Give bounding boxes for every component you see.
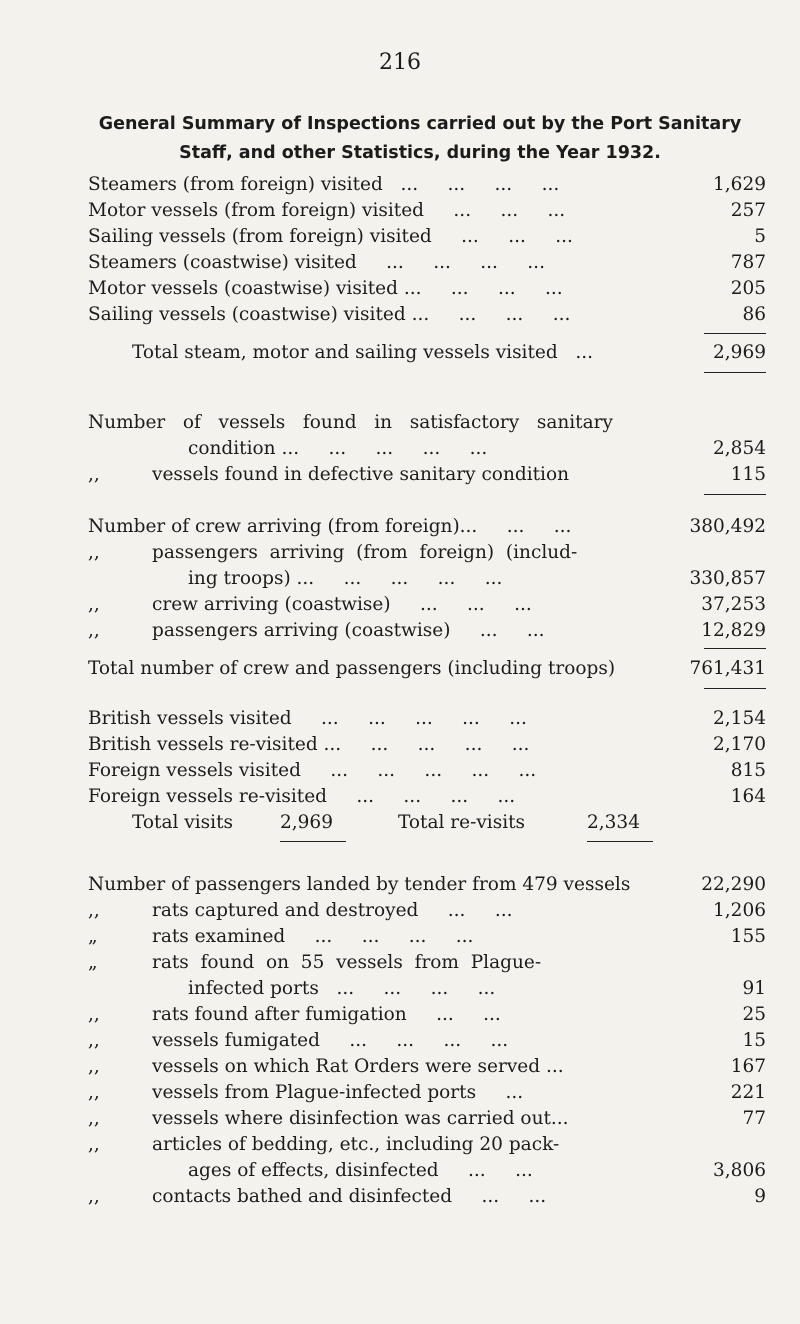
vessel-row — [0, 172, 800, 198]
vessel-row — [0, 302, 800, 328]
crew-row — [0, 592, 800, 618]
row-label: Sailing vessels (from foreign) visited ... ... ... — [88, 226, 573, 247]
ditto-mark: ,, — [88, 464, 100, 485]
condition-row — [0, 462, 800, 488]
visit-row — [0, 706, 800, 732]
ditto-mark: ,, — [88, 1030, 100, 1051]
vessel-row — [0, 276, 800, 302]
row-label: Number of passengers landed by tender from 479 vessels — [88, 874, 631, 895]
row-label: vessels on which Rat Orders were served ... — [152, 1056, 564, 1077]
ditto-mark: „ — [88, 926, 98, 947]
vessel-row — [0, 250, 800, 276]
visit-row — [0, 784, 800, 810]
row-label: ing troops) ... ... ... ... ... — [188, 568, 503, 589]
stat-row — [0, 872, 800, 898]
ditto-mark: ,, — [88, 900, 100, 921]
stat-row — [0, 1028, 800, 1054]
sum-rule — [704, 648, 766, 649]
ditto-mark: ,, — [88, 1004, 100, 1025]
total-rule — [704, 688, 766, 689]
page-number: 216 — [379, 50, 421, 75]
heading-line-2: Staff, and other Statistics, during the Year 1932. — [179, 143, 661, 163]
row-value: 257 — [730, 200, 766, 221]
row-value: 167 — [730, 1056, 766, 1077]
ditto-mark: ,, — [88, 1186, 100, 1207]
stat-row — [0, 1106, 800, 1132]
stat-row — [0, 976, 800, 1002]
ditto-mark: „ — [88, 952, 98, 973]
row-label: Steamers (from foreign) visited ... ... ... ... — [88, 174, 560, 195]
row-value: 815 — [730, 760, 766, 781]
row-label: infected ports ... ... ... ... — [188, 978, 496, 999]
stat-row — [0, 950, 800, 976]
row-value: 3,806 — [713, 1160, 766, 1181]
stat-row — [0, 1158, 800, 1184]
row-label: rats examined ... ... ... ... — [152, 926, 474, 947]
row-label: passengers arriving (coastwise) ... ... — [152, 620, 545, 641]
vessel-row — [0, 198, 800, 224]
ditto-mark: ,, — [88, 594, 100, 615]
row-label: Steamers (coastwise) visited ... ... ... ... — [88, 252, 545, 273]
total-rule — [280, 841, 346, 842]
stat-row — [0, 1054, 800, 1080]
row-value: 9 — [754, 1186, 766, 1207]
stat-row — [0, 898, 800, 924]
row-label: Sailing vessels (coastwise) visited ... ... ... ... — [88, 304, 571, 325]
crew-row — [0, 514, 800, 540]
row-label: Foreign vessels re-visited ... ... ... ... — [88, 786, 516, 807]
crew-row — [0, 618, 800, 644]
row-label: passengers arriving (from foreign) (includ- — [152, 542, 578, 563]
crew-row — [0, 566, 800, 592]
row-label: British vessels re-visited ... ... ... ... ... — [88, 734, 530, 755]
row-value: 1,206 — [713, 900, 766, 921]
row-value: 155 — [730, 926, 766, 947]
row-value: 2,854 — [713, 438, 766, 459]
row-value: 2,969 — [713, 342, 766, 363]
stat-row — [0, 1002, 800, 1028]
ditto-mark: ,, — [88, 1108, 100, 1129]
vessel-row — [0, 224, 800, 250]
row-value: 86 — [742, 304, 766, 325]
row-value: 205 — [730, 278, 766, 299]
stat-row — [0, 1184, 800, 1210]
total-rule — [587, 841, 653, 842]
row-label: Total steam, motor and sailing vessels visited ... — [132, 342, 593, 363]
total-visits-label: Total visits — [132, 812, 234, 833]
row-label: Total number of crew and passengers (including troops) — [88, 658, 616, 679]
row-label: rats captured and destroyed ... ... — [152, 900, 513, 921]
crew-total-row — [0, 656, 800, 682]
row-label: ages of effects, disinfected ... ... — [188, 1160, 533, 1181]
row-value: 2,154 — [713, 708, 766, 729]
sum-rule — [704, 333, 766, 334]
row-label: Motor vessels (coastwise) visited ... ... ... ... — [88, 278, 563, 299]
total-visits-value: 2,969 — [280, 812, 333, 833]
row-label: contacts bathed and disinfected ... ... — [152, 1186, 547, 1207]
stat-row — [0, 1132, 800, 1158]
row-value: 91 — [742, 978, 766, 999]
row-value: 330,857 — [689, 568, 766, 589]
row-label: rats found after fumigation ... ... — [152, 1004, 501, 1025]
row-label: rats found on 55 vessels from Plague- — [152, 952, 542, 973]
row-label: Motor vessels (from foreign) visited ... ... ... — [88, 200, 566, 221]
ditto-mark: ,, — [88, 1134, 100, 1155]
visit-row — [0, 758, 800, 784]
row-value: 164 — [730, 786, 766, 807]
row-value: 37,253 — [701, 594, 766, 615]
total-rule — [704, 372, 766, 373]
stat-row — [0, 1080, 800, 1106]
ditto-mark: ,, — [88, 1082, 100, 1103]
row-label: crew arriving (coastwise) ... ... ... — [152, 594, 532, 615]
row-value: 15 — [742, 1030, 766, 1051]
page-heading — [90, 110, 750, 168]
visit-row — [0, 732, 800, 758]
row-value: 787 — [730, 252, 766, 273]
row-value: 1,629 — [713, 174, 766, 195]
row-value: 115 — [730, 464, 766, 485]
row-value: 12,829 — [701, 620, 766, 641]
ditto-mark: ,, — [88, 620, 100, 641]
visit-totals-row — [0, 810, 800, 836]
row-label: condition ... ... ... ... ... — [188, 438, 488, 459]
row-label: British vessels visited ... ... ... ... ... — [88, 708, 527, 729]
row-value: 25 — [742, 1004, 766, 1025]
condition-row — [0, 436, 800, 462]
ditto-mark: ,, — [88, 542, 100, 563]
condition-row — [0, 410, 800, 436]
stat-row — [0, 924, 800, 950]
sum-rule — [704, 494, 766, 495]
total-revisits-label: Total re-visits — [398, 812, 526, 833]
row-label: Number of crew arriving (from foreign)... ... ... — [88, 516, 572, 537]
row-label: Foreign vessels visited ... ... ... ... ... — [88, 760, 537, 781]
row-label: vessels fumigated ... ... ... ... — [152, 1030, 509, 1051]
row-value: 221 — [730, 1082, 766, 1103]
row-value: 77 — [742, 1108, 766, 1129]
row-value: 2,170 — [713, 734, 766, 755]
row-label: Number of vessels found in satisfactory sanitary — [88, 412, 613, 433]
total-revisits-value: 2,334 — [587, 812, 640, 833]
row-value: 5 — [754, 226, 766, 247]
row-value: 380,492 — [689, 516, 766, 537]
vessel-total-row — [0, 340, 800, 366]
row-label: vessels from Plague-infected ports ... — [152, 1082, 524, 1103]
ditto-mark: ,, — [88, 1056, 100, 1077]
row-label: articles of bedding, etc., including 20 pack- — [152, 1134, 560, 1155]
crew-row — [0, 540, 800, 566]
row-label: vessels found in defective sanitary condition — [152, 464, 570, 485]
row-value: 22,290 — [701, 874, 766, 895]
row-value: 761,431 — [689, 658, 766, 679]
row-label: vessels where disinfection was carried out... — [152, 1108, 569, 1129]
heading-line-1: General Summary of Inspections carried out by the Port Sanitary — [98, 114, 742, 134]
